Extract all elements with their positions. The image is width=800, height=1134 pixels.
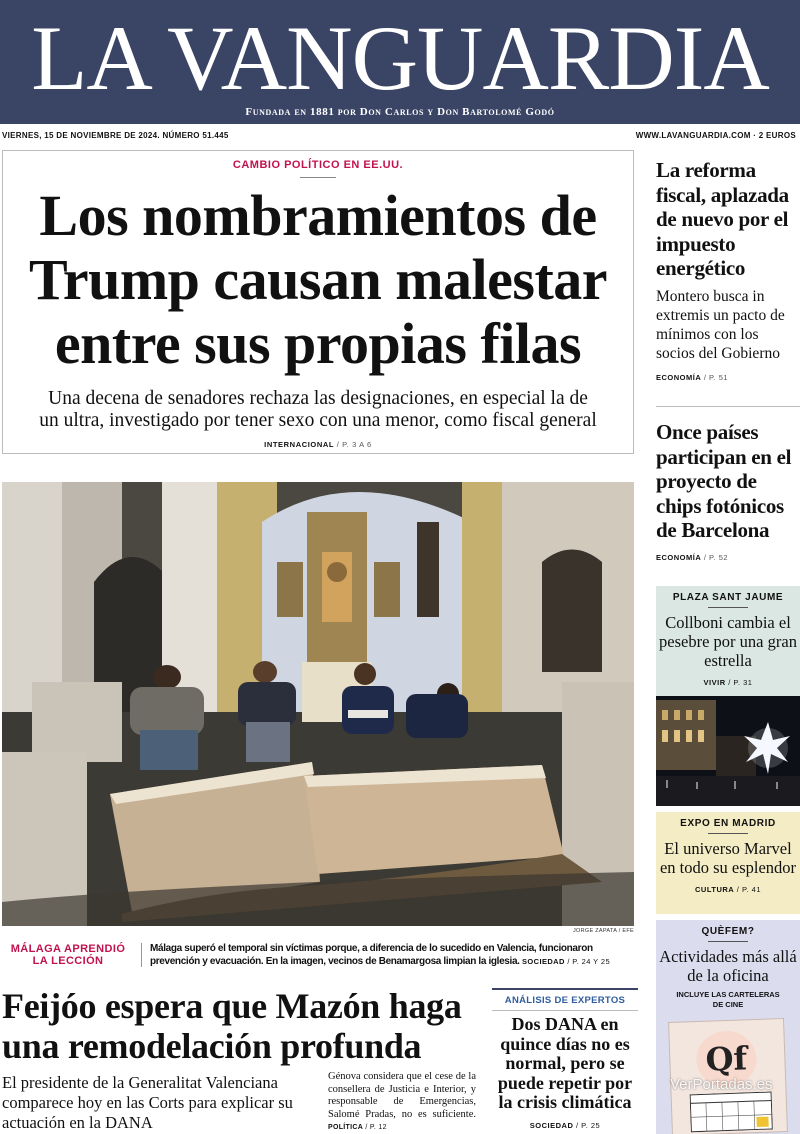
- caption-divider: [141, 943, 142, 967]
- sidebar-text: Génova considera que el cese de la consellera de Justicia e Interior, y responsable de Emergencias, Salomé Pradas, no es suficiente.: [328, 1071, 476, 1120]
- sidebar-section-tag: [328, 1124, 387, 1131]
- page-ref: / P. 12: [365, 1124, 387, 1131]
- page-ref: / P. 41: [736, 885, 761, 894]
- page-ref: / P. 24 Y 25: [567, 957, 611, 966]
- promo-title: QUÈFEM?: [701, 926, 755, 937]
- page-ref: / P. 25: [575, 1120, 601, 1130]
- side-section-tag[interactable]: [656, 373, 800, 382]
- calendar-icon: [690, 1091, 773, 1132]
- lead-section-tag[interactable]: [3, 440, 633, 449]
- page-ref: / P. 51: [703, 372, 729, 382]
- night-star-photo: [656, 696, 800, 806]
- page-ref: / P. 3 A 6: [336, 440, 372, 449]
- lead-deck-line: un ultra, investigado por tener sexo con una menor, como fiscal general: [39, 410, 597, 431]
- section-name: POLÍTICA: [328, 1124, 364, 1131]
- analysis-box[interactable]: [492, 988, 638, 1130]
- promo-body[interactable]: Collboni cambia el pesebre por una gran estrella: [659, 613, 797, 670]
- kicker-divider: [300, 177, 336, 178]
- website-link[interactable]: WWW.LAVANGUARDIA.COM: [635, 131, 751, 140]
- analysis-kicker: ANÁLISIS DE EXPERTOS: [504, 995, 626, 1006]
- section-name: VIVIR: [703, 678, 726, 687]
- lead-deck: [3, 388, 633, 432]
- lead-deck-line: Una decena de senadores rechaza las designaciones, en especial la de: [48, 388, 588, 409]
- caption-text: Málaga superó el temporal sin víctimas porque, a diferencia de lo sucedido en Valencia, funcionaron prevención y evacuación. En la imagen, vecinos de Benamargosa limpian la iglesia.: [150, 943, 593, 967]
- lead-headline-line: Los nombramientos de: [39, 183, 597, 248]
- caption-kicker: MÁLAGA APRENDIÓ LA LECCIÓN: [10, 943, 126, 967]
- promo-title: EXPO EN MADRID: [680, 818, 776, 829]
- promo-quefem[interactable]: [656, 920, 800, 1134]
- newspaper-logo[interactable]: LA VANGUARDIA: [31, 7, 769, 109]
- analysis-divider: [492, 1010, 638, 1011]
- page-ref: / P. 31: [728, 678, 753, 687]
- founded-line: Fundada en 1881 por Don Carlos y Don Bartolomé Godó: [245, 106, 555, 118]
- lead-headline[interactable]: [3, 184, 633, 376]
- lead-headline-line: entre sus propias filas: [54, 311, 582, 376]
- section-name: SOCIEDAD: [529, 1120, 574, 1130]
- bottom-sidebar[interactable]: [328, 1071, 476, 1134]
- bottom-deck: El presidente de la Generalitat Valenciana comparece hoy en las Corts para explicar su actuación en la DANA: [2, 1073, 293, 1132]
- section-name: SOCIEDAD: [522, 957, 565, 966]
- quefem-cover-logo: Qf: [695, 1030, 757, 1088]
- promo-body[interactable]: Actividades más allá de la oficina: [659, 947, 797, 985]
- promo-plaza-sant-jaume[interactable]: [656, 586, 800, 806]
- page-ref: / P. 52: [703, 552, 729, 562]
- bottom-headline[interactable]: Feijóo espera que Mazón haga una remodelación profunda: [2, 986, 462, 1066]
- issue-date: VIERNES, 15 DE NOVIEMBRE DE 2024. NÚMERO 51.445: [2, 131, 229, 140]
- analysis-top-rule: [492, 988, 638, 990]
- side-headline[interactable]: La reforma fiscal, aplazada de nuevo por el impuesto energético: [656, 158, 789, 280]
- section-name: INTERNACIONAL: [264, 440, 335, 449]
- promo-body[interactable]: El universo Marvel en todo su esplendor: [659, 839, 797, 877]
- caption-section-tag: [522, 957, 610, 966]
- promo-divider: [708, 607, 748, 608]
- section-name: CULTURA: [695, 885, 735, 894]
- promo-divider: [708, 833, 748, 834]
- promo-note: INCLUYE LAS CARTELERAS DE CINE: [676, 990, 780, 1009]
- side-headline[interactable]: Once países participan en el proyecto de chips fotónicos de Barcelona: [656, 420, 792, 542]
- side-story-fiscal[interactable]: [656, 158, 800, 382]
- site-and-price: [636, 131, 796, 140]
- price: · 2 EUROS: [753, 131, 796, 140]
- watermark: VerPortadas.es: [670, 1076, 773, 1093]
- lead-story[interactable]: [2, 150, 634, 454]
- photo-credit: JORGE ZAPATA / EFE: [572, 928, 634, 934]
- divider: [656, 406, 800, 407]
- side-deck: Montero busca in extremis un pacto de mínimos con los socios del Gobierno: [656, 287, 785, 362]
- lead-headline-line: Trump causan malestar: [28, 247, 608, 312]
- dateline: [0, 128, 800, 144]
- lead-kicker: CAMBIO POLÍTICO EN EE.UU.: [232, 159, 404, 171]
- side-section-tag[interactable]: [656, 553, 800, 562]
- analysis-headline[interactable]: Dos DANA en quince días no es normal, pero se puede repetir por la crisis climática: [497, 1014, 633, 1112]
- church-flood-cleanup-photo[interactable]: [2, 482, 634, 926]
- promo-expo-madrid[interactable]: [656, 812, 800, 914]
- side-story-chips[interactable]: [656, 420, 800, 562]
- promo-section-tag: [656, 885, 800, 894]
- analysis-section-tag: [492, 1121, 638, 1130]
- section-name: ECONOMÍA: [656, 372, 702, 382]
- masthead: [0, 0, 800, 124]
- photo-caption[interactable]: [150, 942, 636, 968]
- promo-title: PLAZA SANT JAUME: [672, 592, 784, 603]
- promo-section-tag: [656, 678, 800, 687]
- promo-divider: [708, 941, 748, 942]
- section-name: ECONOMÍA: [656, 552, 702, 562]
